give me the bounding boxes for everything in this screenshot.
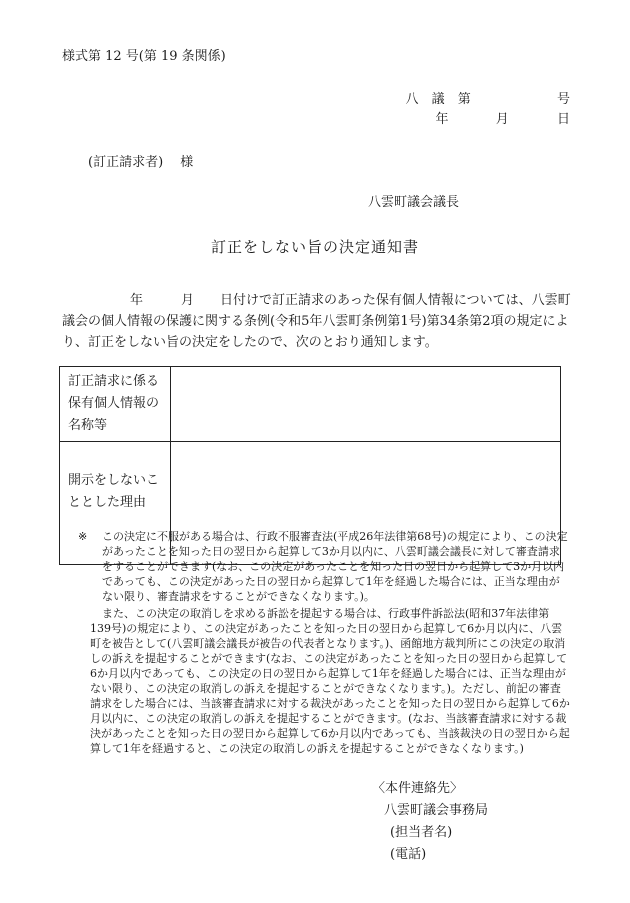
table-row xyxy=(60,367,561,442)
date-month: 月 xyxy=(495,112,509,127)
docno-prefix-1: 八 xyxy=(405,92,419,107)
document-number-line xyxy=(405,90,570,110)
body-month: 月 xyxy=(181,293,195,308)
contact-person: (担当者名) xyxy=(390,825,453,840)
document-number-block xyxy=(405,90,570,130)
issuer: 八雲町議会議長 xyxy=(368,195,460,210)
docno-prefix-3: 第 xyxy=(457,92,471,107)
date-year: 年 xyxy=(435,112,449,127)
body-year: 年 xyxy=(130,293,144,308)
body-text: 日付けで訂正請求のあった保有個人情報については、八雲町議会の個人情報の保護に関する条例(令和5年八雲町条例第1号)第34条第2項の規定により、訂正をしない旨の決定をしたので、次のとおり通知します。 xyxy=(62,293,571,350)
contact-office: 八雲町議会事務局 xyxy=(384,803,489,818)
note-paragraph-lawsuit: また、この決定の取消しを求める訴訟を提起する場合は、行政事件訴訟法(昭和37年法律第139号)の規定により、この決定があったことを知った日の翌日から起算して6か月以内に、八雲町を被告として(八雲町議会議長が被告の代表者となります。)、函館地方裁判所にこの決定の取消しの訴えを提起することができます(なお、この決定があったことを知った日の翌日から起算して6か月以内であっても、この決定の日の翌日から起算して1年を経過した場合には、正当な理由がない限り、この決定の取消しの訴えを提起することができなくなります。)。ただし、前記の審査請求をした場合には、当該審査請求に対する裁決があったことを知った日の翌日から起算して6か月以内に、この決定の取消しの訴えを提起することができます。(なお、当該審査請求に対する裁決があったことを知った日の翌日から起算して6か月以内であっても、当該裁決の日の翌日から起算して1年を経過すると、この決定の取消しの訴えを提起することができなくなります。) xyxy=(90,607,570,755)
note-text-appeal: この決定に不服がある場合は、行政不服審査法(平成26年法律第68号)の規定により、この決定があったことを知った日の翌日から起算して3か月以内に、八雲町議会議長に対して審査請求をすることができます(なお、この決定があったことを知った日の翌日から起算して3か月以内であっても、この決定があった日の翌日から起算して1年を経過した場合には、正当な理由がない限り、審査請求をすることができなくなります。)。 xyxy=(102,530,568,603)
page-title: 訂正をしない旨の決定通知書 xyxy=(210,238,419,256)
note-paragraph-appeal xyxy=(78,529,570,604)
recipient: (訂正請求者) 様 xyxy=(88,155,194,170)
row-value-information-name xyxy=(171,367,561,442)
contact-block xyxy=(372,778,488,866)
row-label-information-name: 訂正請求に係る保有個人情報の名称等 xyxy=(60,367,171,442)
docno-prefix-2: 議 xyxy=(431,92,445,107)
notes xyxy=(78,529,570,756)
contact-phone: (電話) xyxy=(390,847,427,862)
row-label-reason: 開示をしないこととした理由 xyxy=(60,442,171,565)
date-day: 日 xyxy=(556,112,570,127)
docno-suffix: 号 xyxy=(556,92,570,107)
note-mark: ※ xyxy=(78,530,88,543)
contact-title: 〈本件連絡先〉 xyxy=(372,781,464,796)
document-date-line xyxy=(405,110,570,130)
form-number: 様式第 12 号(第 19 条関係) xyxy=(62,49,226,64)
body-paragraph xyxy=(62,290,572,353)
